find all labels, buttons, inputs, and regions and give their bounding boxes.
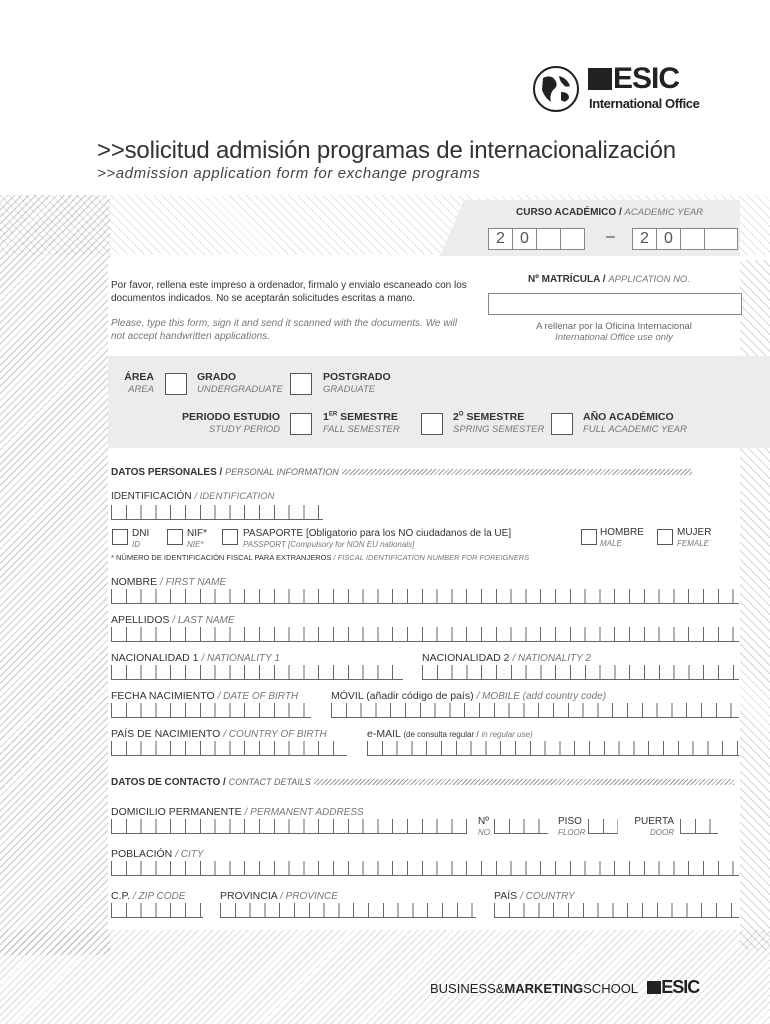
postgrado-label: POSTGRADO GRADUATE: [323, 371, 391, 395]
male-checkbox[interactable]: [581, 529, 597, 545]
brand-name: ESIC: [613, 62, 680, 95]
academic-year-label: CURSO ACADÉMICO / ACADEMIC YEAR: [516, 207, 704, 218]
period-label: PERIODO ESTUDIO STUDY PERIOD: [181, 411, 280, 435]
address-no-label: Nº NO.: [478, 816, 493, 837]
mobile-input[interactable]: [331, 703, 739, 718]
identification-label: IDENTIFICACIÓN / IDENTIFICATION: [111, 491, 275, 502]
zip-input[interactable]: [111, 903, 203, 918]
birth-country-input[interactable]: [111, 741, 347, 756]
dob-label: FECHA NACIMIENTO / DATE OF BIRTH: [111, 690, 299, 702]
email-input[interactable]: [367, 741, 739, 756]
male-label: HOMBRE MALE: [600, 527, 644, 548]
year-digit-6[interactable]: 0: [656, 228, 681, 250]
page-subtitle: >>admission application form for exchange programs: [97, 165, 481, 182]
instructions-en: Please, type this form, sign it and send it scanned with the documents. We will not accept handwritten applications.: [111, 318, 458, 342]
year-digit-4[interactable]: [560, 228, 585, 250]
zip-label: C.P. / ZIP CODE: [111, 890, 186, 902]
address-no-input[interactable]: [494, 819, 548, 834]
hatch-left-band: [0, 195, 110, 955]
female-label: MUJER FEMALE: [677, 527, 712, 548]
dni-checkbox[interactable]: [112, 529, 128, 545]
year-dash: –: [606, 228, 615, 245]
area-label: ÁREA AREA: [124, 371, 154, 395]
grado-checkbox[interactable]: [165, 373, 187, 395]
email-label: e-MAIL (de consulta regular / in regular use): [367, 728, 533, 740]
esic-mark: [588, 68, 612, 90]
address-input[interactable]: [111, 819, 467, 834]
floor-input[interactable]: [588, 819, 618, 834]
full-year-checkbox[interactable]: [551, 413, 573, 435]
year-digit-7[interactable]: [680, 228, 705, 250]
year-digit-1[interactable]: 2: [488, 228, 513, 250]
application-no-input[interactable]: [488, 293, 742, 315]
footer-esic-mark: [647, 981, 661, 994]
office-name: International Office: [589, 96, 700, 111]
globe-icon: [533, 66, 579, 112]
mobile-label: MÓVIL (añadir código de país) / MOBILE (add country code): [331, 690, 607, 702]
first-name-input[interactable]: [111, 589, 739, 604]
nationality1-label: NACIONALIDAD 1 / NATIONALITY 1: [111, 652, 280, 664]
first-name-label: NOMBRE / FIRST NAME: [111, 576, 227, 588]
floor-label: PISO FLOOR: [558, 816, 586, 837]
instructions-es: Por favor, rellena este impreso a ordenador, firmalo y envialo escaneado con los documentos indicados. No se aceptarán solicitudes escritas a mano.: [111, 280, 467, 304]
nationality2-label: NACIONALIDAD 2 / NATIONALITY 2: [422, 652, 591, 664]
city-label: POBLACIÓN / CITY: [111, 848, 204, 860]
year-digit-3[interactable]: [536, 228, 561, 250]
last-name-label: APELLIDOS / LAST NAME: [111, 614, 235, 626]
passport-checkbox[interactable]: [222, 529, 238, 545]
door-input[interactable]: [680, 819, 718, 834]
identification-input[interactable]: [111, 505, 323, 520]
semester1-label: 1ER SEMESTRE FALL SEMESTER: [323, 411, 400, 435]
dni-label: DNI ID: [132, 528, 150, 549]
footer-brand: ESIC: [661, 977, 700, 997]
esic-logo: [533, 62, 713, 114]
year-digit-5[interactable]: 2: [632, 228, 657, 250]
nationality1-input[interactable]: [111, 665, 403, 680]
country-label: PAÍS / COUNTRY: [494, 890, 575, 902]
footer-logo: BUSINESS&MARKETINGSCHOOL ESIC: [430, 977, 700, 997]
semester2-checkbox[interactable]: [421, 413, 443, 435]
year-digit-8[interactable]: [704, 228, 738, 250]
passport-label: PASAPORTE [Obligatorio para los NO ciudadanos de la UE] PASSPORT [Compulsory for NON EU nationals]: [243, 528, 512, 549]
contact-section-title: DATOS DE CONTACTO / CONTACT DETAILS: [111, 777, 734, 788]
birth-country-label: PAÍS DE NACIMIENTO / COUNTRY OF BIRTH: [111, 728, 327, 740]
application-no-label: Nº MATRÍCULA / APPLICATION NO.: [528, 274, 690, 285]
semester2-label: $2^O$ SEMESTRE SPRING SEMESTER: [453, 411, 545, 435]
door-label: PUERTA DOOR: [634, 816, 674, 837]
page-title: >>solicitud admisión programas de internacionalización: [97, 137, 676, 164]
nif-checkbox[interactable]: [167, 529, 183, 545]
nif-label: NIF* NIE*: [187, 528, 207, 549]
application-no-note: A rellenar por la Oficina Internacional International Office use only: [536, 321, 692, 343]
year-digit-2[interactable]: 0: [512, 228, 537, 250]
full-year-label: AÑO ACADÉMICO FULL ACADEMIC YEAR: [583, 411, 687, 435]
dob-input[interactable]: [111, 703, 311, 718]
address-label: DOMICILIO PERMANENTE / PERMANENT ADDRESS: [111, 806, 364, 818]
province-input[interactable]: [220, 903, 476, 918]
personal-section-title: DATOS PERSONALES / PERSONAL INFORMATION: [111, 467, 692, 478]
semester1-checkbox[interactable]: [290, 413, 312, 435]
province-label: PROVINCIA / PROVINCE: [220, 890, 338, 902]
last-name-input[interactable]: [111, 627, 739, 642]
city-input[interactable]: [111, 861, 739, 876]
nif-footnote: * NÚMERO DE IDENTIFICACIÓN FISCAL PARA EXTRANJEROS / FISCAL IDENTIFICATION NUMBER FOR FOREIGNERS: [111, 553, 530, 562]
nationality2-input[interactable]: [422, 665, 739, 680]
country-input[interactable]: [494, 903, 739, 918]
female-checkbox[interactable]: [657, 529, 673, 545]
grado-label: GRADO UNDERGRADUATE: [197, 371, 283, 395]
postgrado-checkbox[interactable]: [290, 373, 312, 395]
